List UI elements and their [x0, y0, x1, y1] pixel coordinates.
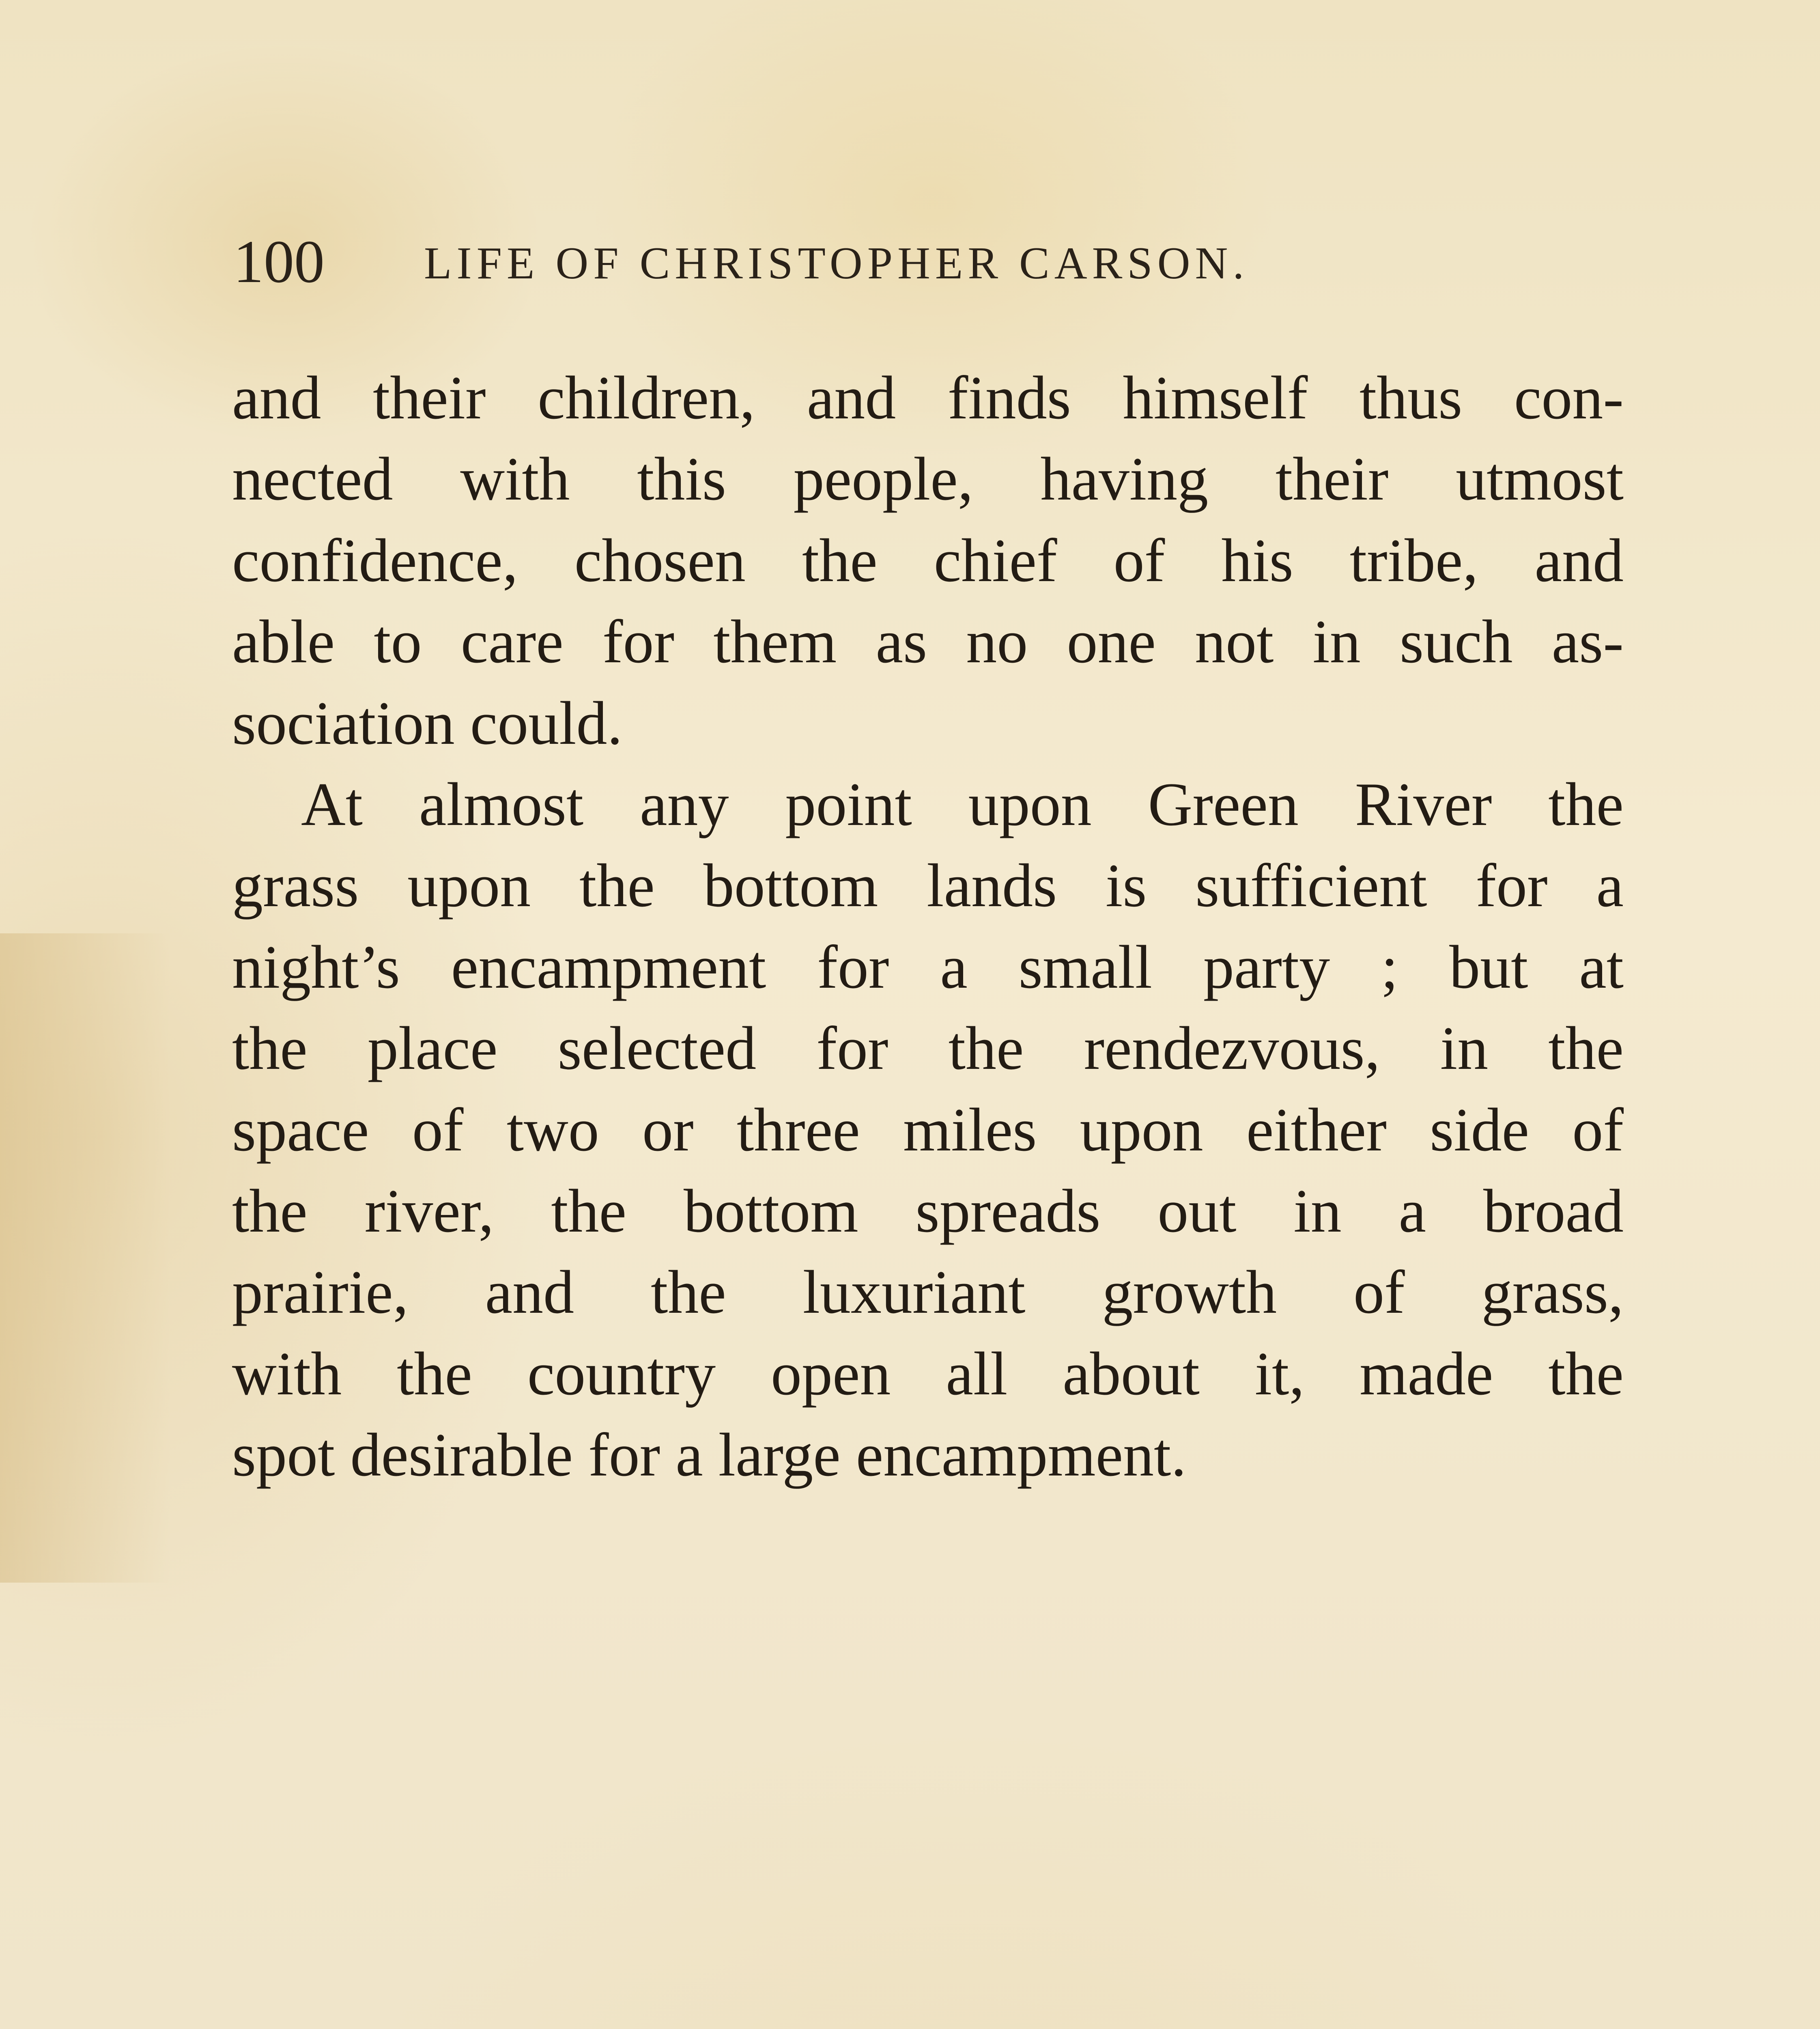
- text-line: sociation could.: [232, 689, 623, 757]
- page-number: 100: [233, 228, 325, 295]
- text-line: spot desirable for a large encampment.: [232, 1421, 1187, 1489]
- paper-stain: [0, 933, 170, 1583]
- text-line: At almost any point upon Green River the: [301, 770, 1624, 838]
- text-line: nected with this people, having their utmost: [232, 445, 1624, 513]
- text-line: prairie, and the luxuriant growth of grass,: [232, 1258, 1624, 1327]
- body-text: [232, 357, 1624, 1495]
- text-line: space of two or three miles upon either side of: [232, 1095, 1624, 1164]
- text-line: the place selected for the rendezvous, in the: [232, 1014, 1624, 1083]
- running-head-title: LIFE OF CHRISTOPHER CARSON.: [424, 238, 1249, 289]
- text-line: with the country open all about it, made the: [232, 1339, 1624, 1408]
- text-line: able to care for them as no one not in such as-: [232, 607, 1624, 676]
- text-line: and their children, and finds himself thus con-: [232, 364, 1624, 432]
- text-line: the river, the bottom spreads out in a broad: [232, 1176, 1624, 1245]
- text-line: confidence, chosen the chief of his tribe, and: [232, 526, 1624, 594]
- running-head: [233, 227, 1629, 296]
- text-line: grass upon the bottom lands is sufficient for a: [232, 851, 1624, 920]
- text-line: night’s encampment for a small party ; but at: [232, 933, 1624, 1001]
